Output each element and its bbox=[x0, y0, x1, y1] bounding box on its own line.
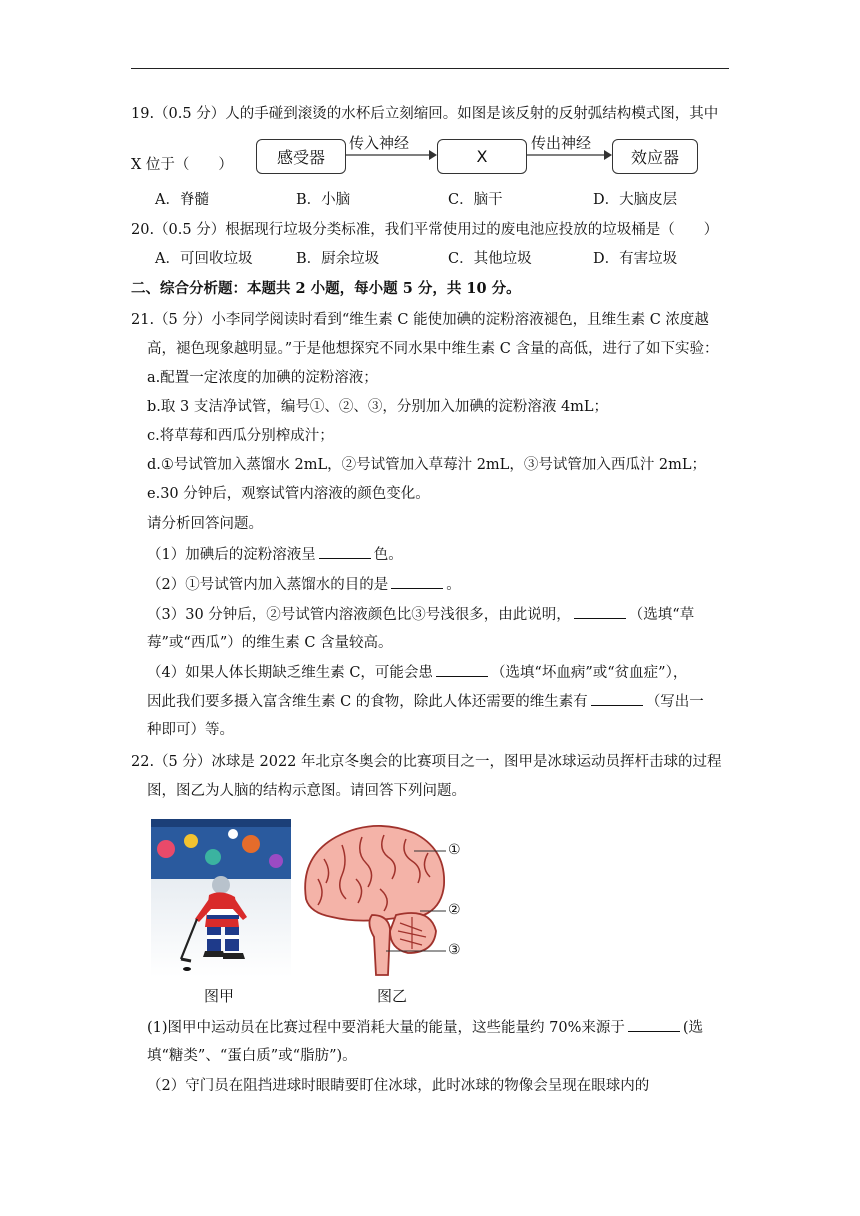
q22-sub1-text: (1)图甲中运动员在比赛过程中要消耗大量的能量，这些能量约 70%来源于 bbox=[147, 1020, 625, 1036]
q21-sub3-text: （3）30 分钟后，②号试管内溶液颜色比③号浅很多，由此说明， bbox=[147, 607, 571, 623]
answer-blank[interactable] bbox=[436, 662, 488, 677]
q19-stem-line2: X 位于（ ） bbox=[131, 157, 233, 173]
arrow-right-icon bbox=[526, 148, 612, 162]
brain-label-3: ③ bbox=[448, 942, 461, 958]
q20-option-c: C．其他垃圾 bbox=[448, 251, 532, 267]
q19-option-b: B．小脑 bbox=[296, 192, 351, 208]
brain-label-1: ① bbox=[448, 842, 461, 858]
q19-option-d: D．大脑皮层 bbox=[593, 192, 678, 208]
q21-step-a: a.配置一定浓度的加碘的淀粉溶液； bbox=[147, 370, 378, 386]
q21-step-b: b.取 3 支洁净试管，编号①、②、③，分别加入加碘的淀粉溶液 4mL； bbox=[147, 399, 609, 415]
q21-sub2-text: （2）①号试管内加入蒸馏水的目的是 bbox=[147, 577, 389, 593]
effector-box: 效应器 bbox=[612, 139, 698, 174]
q21-step-e: e.30 分钟后，观察试管内溶液的颜色变化。 bbox=[147, 486, 430, 502]
q22-sub1 bbox=[147, 1017, 703, 1038]
brain-label-2: ② bbox=[448, 902, 461, 918]
q20-option-a: A．可回收垃圾 bbox=[155, 251, 253, 267]
q21-sub3 bbox=[147, 604, 694, 625]
q21-prompt: 请分析回答问题。 bbox=[147, 516, 263, 532]
receptor-box: 感受器 bbox=[256, 139, 346, 174]
q22-sub2: （2）守门员在阻挡进球时眼睛要盯住冰球，此时冰球的物像会呈现在眼球内的 bbox=[147, 1078, 650, 1094]
q21-sub3-cont: 莓”或“西瓜”）的维生素 C 含量较高。 bbox=[147, 635, 393, 651]
q21-sub2 bbox=[147, 574, 461, 595]
q21-sub1-text: （1）加碘后的淀粉溶液呈 bbox=[147, 547, 316, 563]
brain-diagram bbox=[296, 819, 471, 977]
efferent-nerve-label: 传出神经 bbox=[531, 134, 592, 152]
header-rule bbox=[131, 68, 729, 69]
q19-option-c: C．脑干 bbox=[448, 192, 503, 208]
x-box: X bbox=[437, 139, 527, 174]
q21-line2: 高，褪色现象越明显。”于是他想探究不同水果中维生素 C 含量的高低，进行了如下实验： bbox=[147, 341, 719, 357]
q22-line1: 22.（5 分）冰球是 2022 年北京冬奥会的比赛项目之一，图甲是冰球运动员挥杆击球的过程 bbox=[131, 754, 722, 770]
q21-step-c: c.将草莓和西瓜分别榨成汁； bbox=[147, 428, 334, 444]
q21-sub4 bbox=[147, 662, 687, 683]
q21-sub4-tail: （选填“坏血病”或“贫血症”）， bbox=[490, 665, 688, 681]
q21-sub4-text2: 因此我们要多摄入富含维生素 C 的食物，除此人体还需要的维生素有 bbox=[147, 694, 588, 710]
q19-stem-line1: 19.（0.5 分）人的手碰到滚烫的水杯后立刻缩回。如图是该反射的反射弧结构模式图，其中 bbox=[131, 106, 719, 122]
answer-blank[interactable] bbox=[574, 604, 626, 619]
q21-step-d: d.①号试管加入蒸馏水 2mL，②号试管加入草莓汁 2mL，③号试管加入西瓜汁 2mL； bbox=[147, 457, 707, 473]
answer-blank[interactable] bbox=[319, 544, 371, 559]
q22-line2: 图，图乙为人脑的结构示意图。请回答下列问题。 bbox=[147, 783, 466, 799]
q21-sub3-tail: （选填“草 bbox=[628, 607, 695, 623]
q21-sub4-cont bbox=[147, 691, 704, 712]
q21-sub4-tail2: （写出一 bbox=[645, 694, 704, 710]
q21-sub1 bbox=[147, 544, 403, 565]
answer-blank[interactable] bbox=[591, 691, 643, 706]
q20-stem: 20.（0.5 分）根据现行垃圾分类标准，我们平常使用过的废电池应投放的垃圾桶是（ ） bbox=[131, 222, 719, 238]
figure-b-caption: 图乙 bbox=[377, 987, 408, 1005]
q22-sub1-tail: (选 bbox=[682, 1020, 704, 1036]
q20-option-b: B．厨余垃圾 bbox=[296, 251, 380, 267]
q21-sub4-end: 种即可）等。 bbox=[147, 722, 234, 738]
section-title: 二、综合分析题：本题共 2 小题，每小题 5 分，共 10 分。 bbox=[131, 280, 521, 297]
q19-option-a: A．脊髓 bbox=[155, 192, 209, 208]
q21-sub4-text: （4）如果人体长期缺乏维生素 C，可能会患 bbox=[147, 665, 433, 681]
q21-sub2-tail: 。 bbox=[446, 577, 461, 593]
arrow-right-icon bbox=[345, 148, 437, 162]
answer-blank[interactable] bbox=[628, 1017, 680, 1032]
q21-sub1-tail: 色。 bbox=[373, 547, 403, 563]
figure-a-caption: 图甲 bbox=[204, 987, 235, 1005]
q22-sub1-cont: 填“糖类”、“蛋白质”或“脂肪”)。 bbox=[147, 1048, 357, 1064]
afferent-nerve-label: 传入神经 bbox=[349, 134, 410, 152]
q20-option-d: D．有害垃圾 bbox=[593, 251, 678, 267]
answer-blank[interactable] bbox=[391, 574, 443, 589]
hockey-player-image bbox=[151, 819, 291, 977]
q21-line1: 21.（5 分）小李同学阅读时看到“维生素 C 能使加碘的淀粉溶液褪色，且维生素 C 浓度越 bbox=[131, 312, 709, 328]
